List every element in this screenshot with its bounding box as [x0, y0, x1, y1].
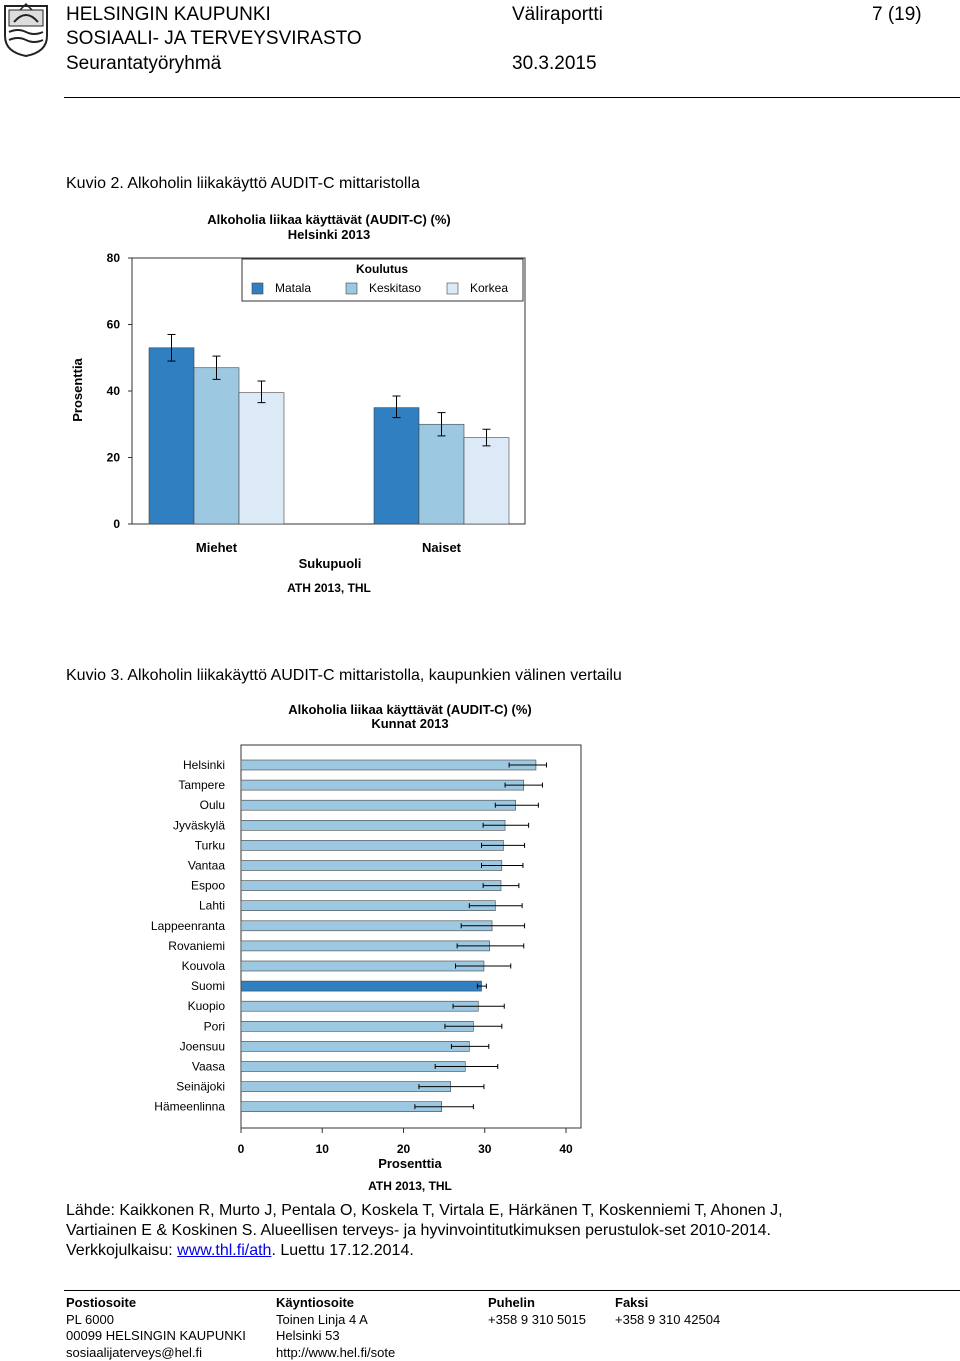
figure3-source: ATH 2013, THL: [368, 1179, 452, 1193]
category-label: Seinäjoki: [176, 1080, 225, 1094]
bar: [241, 840, 503, 850]
category-label: Turku: [195, 838, 225, 852]
bar: [241, 961, 484, 971]
category-label: Oulu: [200, 798, 225, 812]
figure2-source: ATH 2013, THL: [287, 581, 371, 595]
footer-postal-line: PL 6000: [66, 1312, 246, 1329]
footer-fax-heading: Faksi: [615, 1295, 720, 1312]
category-label: Hämeenlinna: [154, 1100, 225, 1114]
footer-phone-heading: Puhelin: [488, 1295, 586, 1312]
legend-label: Matala: [275, 281, 311, 295]
category-label: Kouvola: [182, 959, 226, 973]
source-note-tail: . Luettu 17.12.2014.: [271, 1242, 413, 1259]
bar: [241, 1001, 478, 1011]
document-date: 30.3.2015: [512, 53, 597, 75]
category-label: Suomi: [191, 979, 225, 993]
bar: [241, 941, 490, 951]
figure2-chart-title: Alkoholia liikaa käyttävät (AUDIT-C) (%): [207, 212, 450, 227]
footer-visit: [276, 1295, 395, 1361]
x-tick-label: 40: [559, 1142, 573, 1156]
bar: [241, 981, 482, 991]
figure3-chart-title: Alkoholia liikaa käyttävät (AUDIT-C) (%): [288, 702, 531, 717]
source-note-text: Lähde: Kaikkonen R, Murto J, Pentala O, Koskela T, Virtala E, Härkänen T, Koskenniemi T, Ahonen J, Vartiainen E & Koskinen S. Alueellisen terveys- ja hyvinvointitutkimuksen perustulok-set 2010-2014. Verkkojulkaisu:: [66, 1202, 783, 1259]
bar: [194, 368, 239, 524]
footer-postal: [66, 1295, 246, 1361]
y-tick-label: 80: [107, 251, 121, 265]
bar: [241, 861, 502, 871]
footer-fax-number: +358 9 310 42504: [615, 1312, 720, 1329]
category-label: Jyväskylä: [173, 818, 225, 832]
header-divider: [64, 97, 960, 98]
category-label: Vaasa: [192, 1060, 225, 1074]
x-tick-label: 10: [316, 1142, 330, 1156]
helsinki-crest-icon: [2, 2, 50, 58]
category-label: Pori: [204, 1019, 225, 1033]
bar: [239, 393, 284, 524]
footer-visit-line: Helsinki 53: [276, 1328, 395, 1345]
x-tick-label: 30: [478, 1142, 492, 1156]
category-label: Helsinki: [183, 758, 225, 772]
footer-email: sosiaalijaterveys@hel.fi: [66, 1345, 246, 1361]
bar: [464, 438, 509, 524]
figure2-y-axis-label: Prosenttia: [70, 357, 85, 421]
source-note: [66, 1201, 826, 1261]
x-tick-label: 20: [397, 1142, 411, 1156]
footer-postal-line: 00099 HELSINGIN KAUPUNKI: [66, 1328, 246, 1345]
legend-title: Koulutus: [356, 262, 408, 276]
bar: [374, 408, 419, 524]
legend-swatch: [252, 283, 263, 294]
footer-fax: [615, 1295, 720, 1328]
page-number: 7 (19): [872, 4, 922, 26]
bar: [419, 424, 464, 524]
bar: [241, 780, 524, 790]
category-label: Lahti: [199, 899, 225, 913]
category-label: Kuopio: [188, 999, 226, 1013]
bar: [241, 800, 516, 810]
y-tick-label: 0: [113, 517, 120, 531]
org-name: HELSINGIN KAUPUNKI: [66, 4, 271, 26]
figure2-caption: Kuvio 2. Alkoholin liikakäyttö AUDIT-C mittaristolla: [66, 175, 420, 193]
figure3-caption: Kuvio 3. Alkoholin liikakäyttö AUDIT-C mittaristolla, kaupunkien välinen vertailu: [66, 667, 622, 685]
figure3-x-axis-label: Prosenttia: [378, 1156, 442, 1171]
legend-label: Keskitaso: [369, 281, 421, 295]
bar: [241, 760, 536, 770]
figure2-legend: [242, 259, 523, 301]
footer-phone: [488, 1295, 586, 1328]
bar: [149, 348, 194, 524]
x-tick-label: 0: [238, 1142, 245, 1156]
bar: [241, 881, 501, 891]
bar: [241, 1102, 442, 1112]
legend-label: Korkea: [470, 281, 508, 295]
footer-phone-number: +358 9 310 5015: [488, 1312, 586, 1329]
y-tick-label: 60: [107, 318, 121, 332]
org-group: Seurantatyöryhmä: [66, 53, 221, 75]
figure2-x-axis-label: Sukupuoli: [299, 556, 362, 571]
bar: [241, 1062, 465, 1072]
category-label: Rovaniemi: [168, 939, 225, 953]
footer-visit-line: Toinen Linja 4 A: [276, 1312, 395, 1329]
x-category-label: Naiset: [422, 540, 462, 555]
org-department: SOSIAALI- JA TERVEYSVIRASTO: [66, 28, 362, 50]
category-label: Joensuu: [180, 1039, 225, 1053]
legend-swatch: [447, 283, 458, 294]
footer-postal-heading: Postiosoite: [66, 1295, 246, 1312]
bar: [241, 820, 505, 830]
y-tick-label: 40: [107, 384, 121, 398]
category-label: Tampere: [178, 778, 225, 792]
legend-swatch: [346, 283, 357, 294]
bar: [241, 1041, 469, 1051]
source-link[interactable]: www.thl.fi/ath: [177, 1242, 271, 1259]
figure3-chart-subtitle: Kunnat 2013: [371, 716, 448, 731]
category-label: Espoo: [191, 879, 225, 893]
x-category-label: Miehet: [196, 540, 238, 555]
category-label: Vantaa: [188, 859, 225, 873]
footer-visit-heading: Käyntiosoite: [276, 1295, 395, 1312]
bar: [241, 901, 495, 911]
y-tick-label: 20: [107, 451, 121, 465]
bar: [241, 1021, 473, 1031]
document-type: Väliraportti: [512, 4, 603, 26]
category-label: Lappeenranta: [151, 919, 225, 933]
figure2-chart: [60, 200, 540, 605]
figure2-chart-subtitle: Helsinki 2013: [288, 227, 370, 242]
footer-divider: [64, 1290, 960, 1291]
bar: [241, 921, 492, 931]
figure3-chart: [140, 700, 590, 1195]
footer-website: http://www.hel.fi/sote: [276, 1345, 395, 1361]
